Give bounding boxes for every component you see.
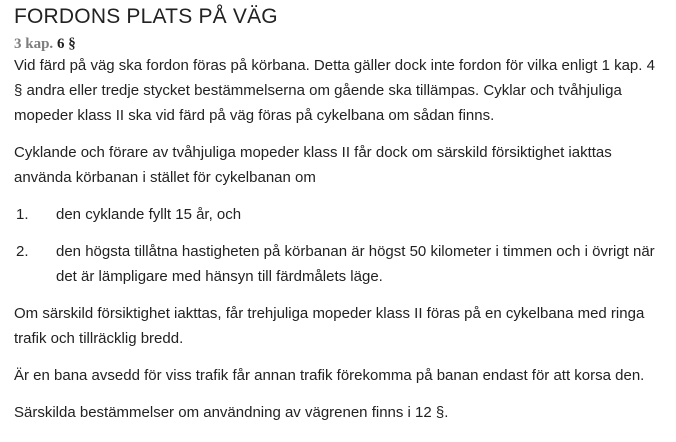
list-item-text: den cyklande fyllt 15 år, och: [56, 206, 242, 223]
section-reference: [14, 35, 666, 53]
paragraph-1: Vid färd på väg ska fordon föras på körbana. Detta gäller dock inte fordon för vilka enligt 1 kap. 4 § andra eller tredje stycket bestämmelserna om gående ska tillämpas. Cyklar och tvåhjuliga mopeder klass II ska vid färd på väg föras på cykelbana om sådan finns.: [14, 57, 655, 124]
paragraph-5: Särskilda bestämmelser om användning av vägrenen finns i 12 §.: [14, 404, 449, 421]
list-item-text: den högsta tillåtna hastigheten på körbanan är högst 50 kilometer i timmen och i övrigt när det är lämpligare med hänsyn till färdmålets läge.: [56, 243, 655, 285]
list-item: [14, 239, 666, 289]
document-page: [14, 0, 666, 437]
chapter-label: 3 kap.: [14, 36, 54, 52]
section-number: 6 §: [56, 36, 76, 52]
paragraph-3: Om särskild försiktighet iakttas, får trehjuliga mopeder klass II föras på en cykelbana med ringa trafik och tillräcklig bredd.: [14, 305, 645, 347]
paragraph-4: Är en bana avsedd för viss trafik får annan trafik förekomma på banan endast för att korsa den.: [14, 367, 645, 384]
page-title: FORDONS PLATS PÅ VÄG: [14, 5, 278, 28]
list-marker: 2.: [16, 243, 29, 260]
condition-list: [14, 202, 666, 289]
list-item: [14, 202, 666, 227]
list-marker: 1.: [16, 206, 29, 223]
paragraph-2: Cyklande och förare av tvåhjuliga mopeder klass II får dock om särskild försiktighet iakttas använda körbanan i stället för cykelbanan om: [14, 144, 612, 186]
